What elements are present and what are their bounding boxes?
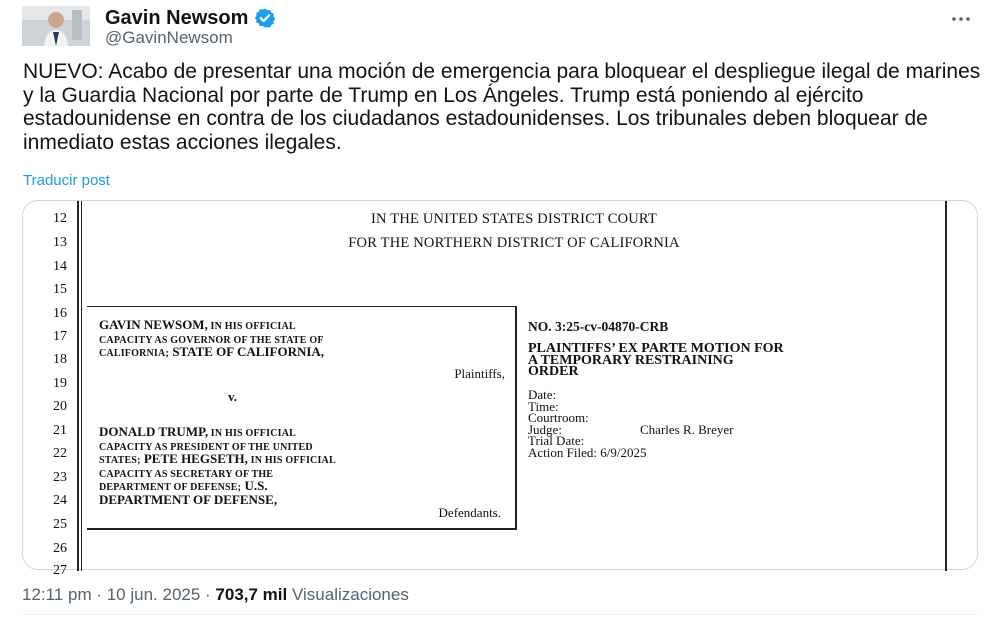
plaintiff-state: STATE OF CALIFORNIA, [168, 344, 325, 359]
plaintiff-name: GAVIN NEWSOM, [99, 317, 208, 332]
line-number: 18 [53, 352, 67, 367]
line-number: 26 [53, 541, 67, 556]
case-number: NO. 3:25-cv-04870-CRB [528, 319, 669, 334]
plaintiff-capacity: IN HIS OFFICIAL [207, 321, 296, 332]
judge-value: Charles R. Breyer [640, 421, 734, 437]
line-number: 25 [53, 517, 67, 532]
defendant-capacity: IN HIS OFFICIAL [247, 455, 336, 466]
defendant-caption [99, 426, 509, 505]
tweet-text: NUEVO: Acabo de presentar una moción de emergencia para bloquear el despliegue ilegal de marines y la Guardia Nacional por parte de Trump en Los Ángeles. Trump está poniendo al ejército estadounidense en contra de los ciudadanos estadounidenses. Los tribunales deben bloquear de inmediato estas acciones ilegales. [23, 60, 981, 154]
action-filed: Action Filed: 6/9/2025 [528, 444, 647, 460]
line-number: 22 [53, 446, 67, 461]
court-document [23, 201, 977, 578]
defendant-department: U.S. [241, 478, 268, 493]
plaintiff-capacity: CAPACITY AS GOVERNOR OF THE STATE OF [99, 334, 324, 346]
line-number: 20 [53, 399, 67, 414]
defendant-capacity: CAPACITY AS SECRETARY OF THE [99, 468, 274, 480]
defendant-capacity: IN HIS OFFICIAL [208, 428, 297, 439]
views-count: 703,7 mil [215, 585, 288, 604]
line-number: 23 [53, 470, 67, 485]
attached-image[interactable] [22, 200, 978, 578]
line-number: 13 [53, 235, 67, 250]
judge-label: Judge: [528, 421, 562, 437]
author-display-name[interactable]: Gavin Newsom [105, 6, 249, 29]
line-number: 24 [53, 493, 67, 508]
motion-title-line: PLAINTIFFS’ EX PARTE MOTION FOR [528, 341, 784, 356]
tweet-meta [22, 585, 409, 605]
views-label: Visualizaciones [287, 585, 409, 604]
author-handle[interactable]: @GavinNewsom [105, 28, 233, 47]
defendant-capacity: CAPACITY AS PRESIDENT OF THE UNITED [99, 441, 313, 453]
motion-title [528, 343, 928, 378]
courtroom-label: Courtroom: [528, 410, 589, 425]
time-label: Time: [528, 398, 559, 414]
court-heading-line2: FOR THE NORTHERN DISTRICT OF CALIFORNIA [348, 235, 680, 251]
motion-title-line: ORDER [528, 364, 579, 379]
divider [22, 614, 978, 615]
trial-date-label: Trial Date: [528, 433, 585, 448]
document-right-rule [945, 201, 947, 571]
defendant-department: DEPARTMENT OF DEFENSE, [99, 491, 278, 507]
plaintiff-capacity: CALIFORNIA; [99, 348, 169, 359]
motion-title-line: A TEMPORARY RESTRAINING [528, 352, 734, 368]
avatar[interactable] [22, 6, 90, 46]
line-number: 19 [53, 376, 67, 391]
more-horizontal-icon[interactable] [945, 8, 977, 30]
hearing-details [528, 387, 734, 460]
line-number: 17 [53, 329, 67, 344]
defendant-name: DONALD TRUMP, [99, 424, 209, 439]
line-number: 16 [53, 306, 67, 321]
plaintiff-caption [99, 319, 499, 360]
translate-post-link[interactable]: Traducir post [23, 172, 110, 189]
document-left-rule [77, 201, 82, 571]
date-label: Date: [528, 387, 557, 402]
verified-badge-icon[interactable] [254, 7, 276, 29]
versus-label: v. [228, 389, 238, 404]
defendant-capacity: DEPARTMENT OF DEFENSE; [99, 482, 242, 493]
plaintiffs-label: Plaintiffs, [454, 366, 505, 381]
author-name-row [105, 6, 276, 30]
defendant-name-2: PETE HEGSETH, [140, 451, 248, 466]
defendant-capacity: STATES; [99, 455, 141, 466]
timestamp-link[interactable]: 12:11 pm · 10 jun. 2025 · [22, 585, 216, 604]
court-heading-line1: IN THE UNITED STATES DISTRICT COURT [371, 211, 657, 227]
defendants-label: Defendants. [438, 505, 501, 520]
line-number: 12 [53, 211, 67, 226]
line-number: 27 [53, 563, 67, 578]
line-number: 14 [53, 259, 67, 274]
line-number: 15 [53, 282, 67, 297]
line-number: 21 [53, 423, 67, 438]
